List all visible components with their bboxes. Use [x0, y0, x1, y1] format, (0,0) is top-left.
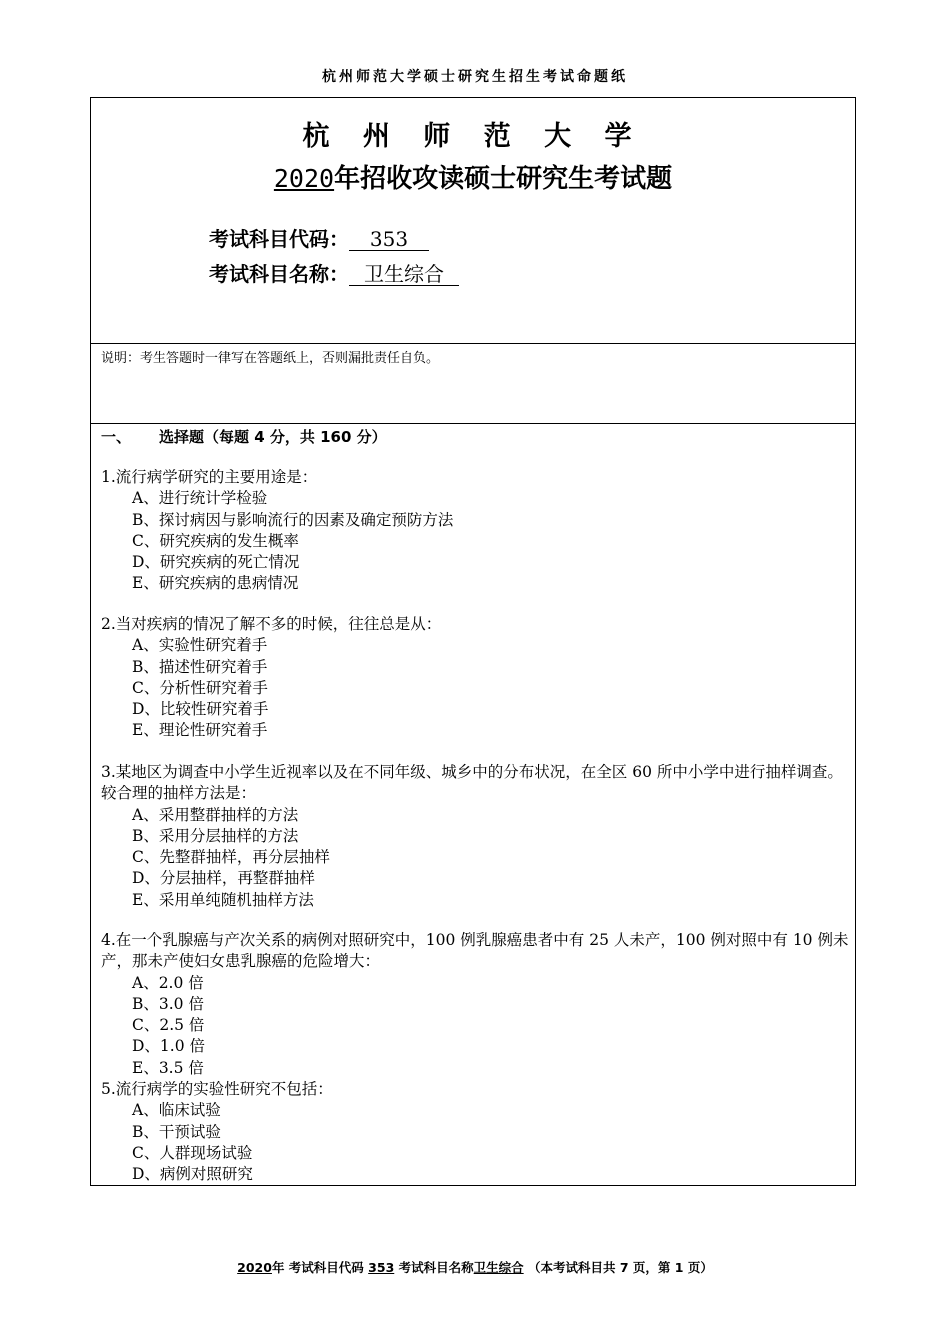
- subject-code-label: 考试科目代码：: [209, 227, 349, 251]
- option: A、采用整群抽样的方法: [132, 805, 299, 824]
- exam-year: 2020: [273, 164, 335, 193]
- option: B、采用分层抽样的方法: [132, 826, 299, 845]
- question-5-stem: 5.流行病学的实验性研究不包括：: [101, 1080, 333, 1099]
- option: E、采用单纯随机抽样方法: [132, 890, 314, 909]
- footer-year: 2020: [237, 1260, 272, 1275]
- question-2: [101, 614, 851, 742]
- option: D、比较性研究着手: [132, 700, 269, 719]
- subject-name-row: [209, 258, 459, 287]
- exam-frame: [90, 97, 856, 1186]
- question-stem: 1.流行病学研究的主要用途是：: [101, 468, 318, 486]
- option: C、分析性研究着手: [132, 678, 268, 697]
- title-block: [91, 98, 855, 344]
- option: A、进行统计学检验: [132, 489, 268, 508]
- question-1: [101, 467, 851, 595]
- option: D、研究疾病的死亡情况: [132, 553, 300, 572]
- option: B、3.0 倍: [132, 994, 204, 1013]
- option: E、3.5 倍: [132, 1058, 204, 1077]
- option: A、临床试验: [132, 1101, 221, 1120]
- section-number: 一、: [101, 428, 132, 446]
- section-heading: [101, 426, 387, 447]
- questions-block: [91, 424, 855, 1185]
- option: C、人群现场试验: [132, 1143, 253, 1162]
- option: E、理论性研究着手: [132, 721, 268, 740]
- subject-code-value: 353: [349, 228, 429, 251]
- footer-code: 353: [368, 1260, 395, 1275]
- option: D、1.0 倍: [132, 1037, 206, 1056]
- question-stem: 3.某地区为调查中小学生近视率以及在不同年级、城乡中的分布状况，在全区 60 所中小学中进行抽样调查。较合理的抽样方法是：: [101, 763, 843, 803]
- subject-name-label: 考试科目名称：: [209, 262, 349, 286]
- option: B、干预试验: [132, 1122, 221, 1141]
- section-title: 选择题（每题 4 分，共 160 分）: [159, 428, 387, 446]
- footer-name: 卫生综合: [473, 1260, 524, 1275]
- option: B、描述性研究着手: [132, 657, 268, 676]
- option: C、2.5 倍: [132, 1016, 205, 1035]
- option: A、实验性研究着手: [132, 636, 268, 655]
- option: A、2.0 倍: [132, 973, 204, 992]
- option: D、分层抽样，再整群抽样: [132, 869, 315, 888]
- footer-name-label: 考试科目名称: [398, 1260, 474, 1275]
- option: B、探讨病因与影响流行的因素及确定预防方法: [132, 510, 454, 529]
- instructions-note: 说明：考生答题时一律写在答题纸上，否则漏批责任自负。: [101, 351, 440, 366]
- exam-title: [91, 158, 855, 195]
- option: C、研究疾病的发生概率: [132, 531, 299, 550]
- question-stem: 4.在一个乳腺癌与产次关系的病例对照研究中，100 例乳腺癌患者中有 25 人未产，100 例对照中有 10 例未产，那未产使妇女患乳腺癌的危险增大：: [101, 931, 849, 971]
- option: E、研究疾病的患病情况: [132, 574, 299, 593]
- page-footer: [0, 1258, 950, 1276]
- university-name: 杭 州 师 范 大 学: [302, 121, 644, 152]
- question-4: [101, 930, 851, 1186]
- option: D、病例对照研究: [132, 1165, 253, 1184]
- question-stem: 2.当对疾病的情况了解不多的时候，往往总是从：: [101, 615, 442, 633]
- option: C、先整群抽样，再分层抽样: [132, 848, 330, 867]
- subject-name-value: 卫生综合: [349, 263, 459, 286]
- footer-year-suffix: 年 考试科目代码: [271, 1260, 364, 1275]
- instructions-block: [91, 344, 855, 424]
- subject-code-row: [209, 223, 429, 252]
- footer-pages: （本考试科目共 7 页，第 1 页）: [528, 1260, 713, 1275]
- exam-title-text: 年招收攻读硕士研究生考试题: [334, 164, 673, 194]
- question-3: [101, 762, 851, 911]
- page-header: 杭州师范大学硕士研究生招生考试命题纸: [322, 69, 628, 85]
